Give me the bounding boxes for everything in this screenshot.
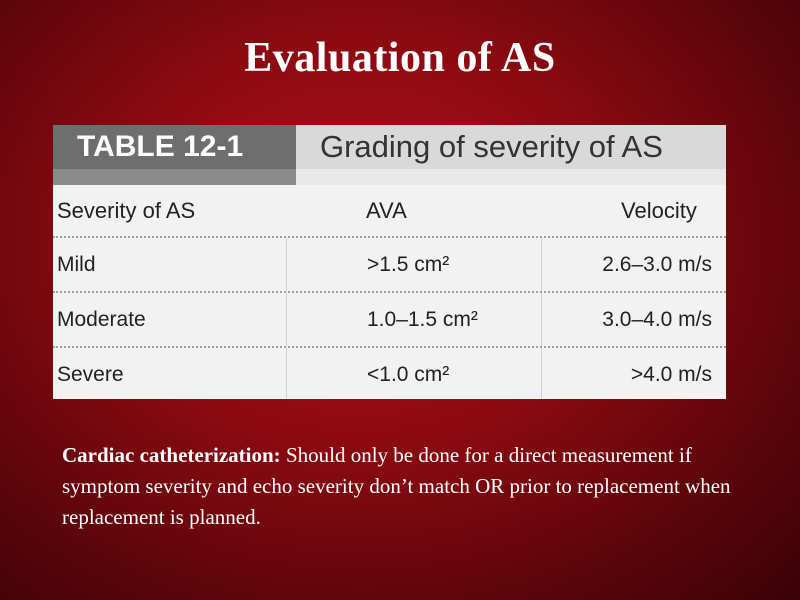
table-number-label: TABLE 12-1 (53, 125, 296, 185)
severity-cell: Mild (57, 252, 96, 276)
table-column-headers (53, 185, 726, 236)
table-caption: Grading of severity of AS (296, 125, 726, 185)
ava-cell: >1.5 cm² (286, 238, 541, 291)
velocity-cell: 3.0–4.0 m/s (541, 293, 726, 346)
ava-cell: 1.0–1.5 cm² (286, 293, 541, 346)
velocity-cell: >4.0 m/s (541, 348, 726, 399)
note-lead: Cardiac catheterization: (62, 443, 281, 467)
table-row (53, 346, 726, 399)
severity-table (53, 125, 726, 399)
table-row (53, 291, 726, 346)
severity-cell: Moderate (57, 307, 146, 331)
severity-cell: Severe (57, 362, 124, 386)
catheterization-note (62, 440, 762, 533)
column-header-severity: Severity of AS (57, 197, 196, 223)
column-header-velocity: Velocity (621, 197, 697, 223)
ava-cell: <1.0 cm² (286, 348, 541, 399)
velocity-cell: 2.6–3.0 m/s (541, 238, 726, 291)
note-text: Should only be done for a direct measurement if symptom severity and echo severity don’t match OR prior to replacement when replacement is planned. (62, 443, 731, 529)
column-header-ava: AVA (366, 197, 407, 223)
table-row (53, 236, 726, 291)
slide-title: Evaluation of AS (244, 35, 556, 81)
table-header-band (53, 125, 726, 185)
